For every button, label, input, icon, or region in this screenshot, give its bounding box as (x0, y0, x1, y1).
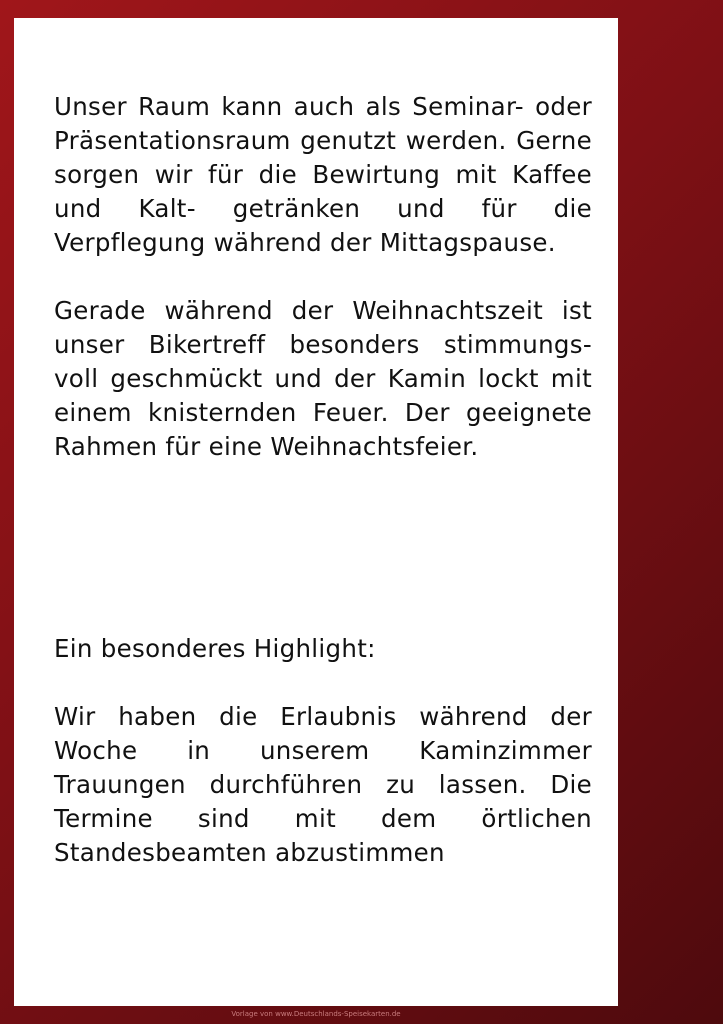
christmas-paragraph: Gerade während der Weihnachtszeit ist unser Bikertreff besonders stimmungs- voll geschmückt und der Kamin lockt mit einem knisternden Feuer. Der geeignete Rahmen für eine Weihnachtsfeier. (54, 296, 592, 461)
wedding-paragraph: Wir haben die Erlaubnis während der Woche in unserem Kaminzimmer Trauungen durchführen zu lassen. Die Termine sind mit dem örtlichen Standesbeamten abzustimmen (54, 702, 592, 867)
seminar-room-paragraph: Unser Raum kann auch als Seminar- oder Präsentationsraum genutzt werden. Gerne sorgen wir für die Bewirtung mit Kaffee und Kalt- getränken und für die Verpflegung während der Mittagspause. (54, 92, 592, 257)
highlight-heading: Ein besonderes Highlight: (54, 634, 376, 663)
footer-credit: Vorlage von www.Deutschlands-Speisekarten.de (231, 1010, 401, 1018)
content-page (14, 18, 618, 1006)
